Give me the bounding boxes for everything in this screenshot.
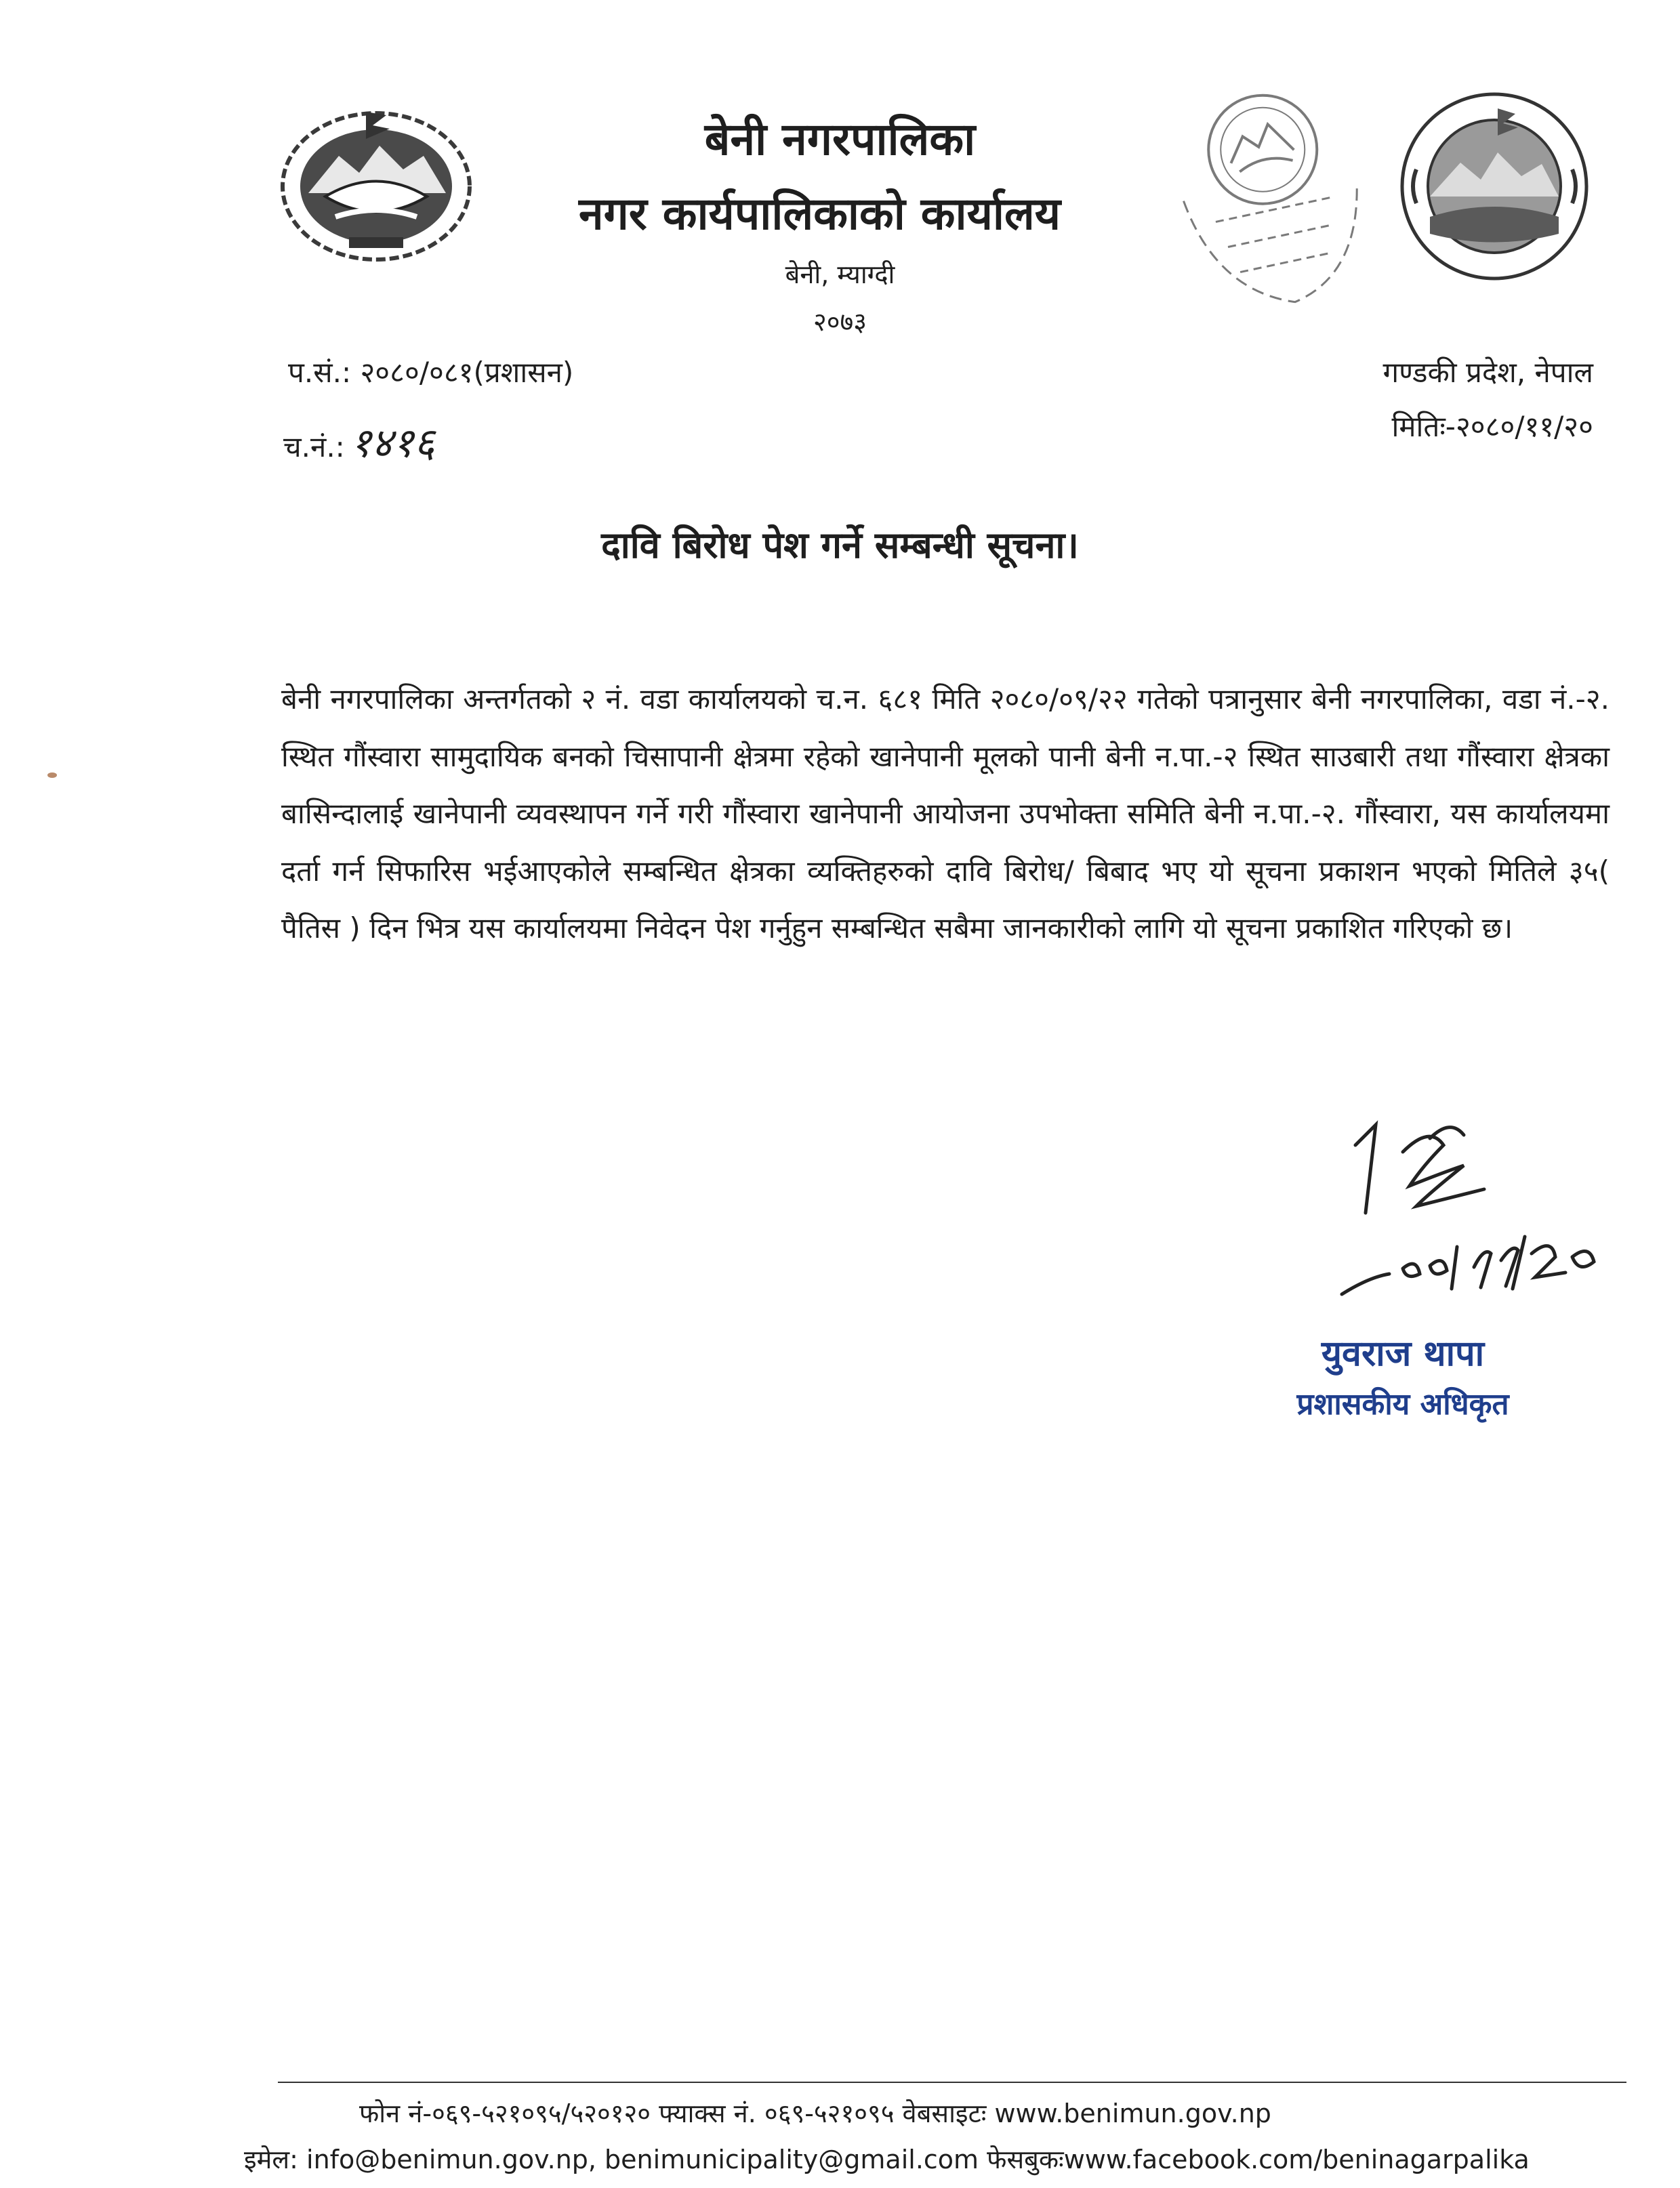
notice-subject: दावि बिरोध पेश गर्ने सम्बन्धी सूचना। [601, 524, 1079, 566]
ref-value: २०८०/०८१(प्रशासन) [360, 356, 574, 389]
footer-contact-line: फोन नं-०६९-५२१०९५/५२०१२० फ्याक्स नं. ०६९-५२१०९५ वेबसाइटः www.benimun.gov.np [359, 2099, 1271, 2128]
officer-title-stamp: प्रशासकीय अधिकृत [1296, 1387, 1509, 1422]
chalan-number [283, 413, 435, 469]
beni-municipality-logo-icon [1396, 88, 1593, 285]
date-label: मितिः- [1391, 410, 1456, 443]
province-line: गण्डकी प्रदेश, नेपाल [1382, 356, 1593, 389]
date-value: २०८०/११/२० [1455, 410, 1593, 443]
chalan-value: १४१६ [350, 419, 435, 467]
chalan-label: च.नं.: [283, 430, 345, 463]
signature-icon [1328, 1111, 1613, 1315]
scan-speck [47, 772, 57, 778]
footer-divider [278, 2082, 1626, 2083]
reference-number [288, 352, 573, 391]
office-seal-icon [1172, 75, 1369, 332]
notice-body: बेनी नगरपालिका अन्तर्गतको २ नं. वडा कार्यालयको च.न. ६८१ मिति २०८०/०९/२२ गतेको पत्रानुसार बेनी नगरपालिका, वडा नं.-२. स्थित गौंस्वारा सामुदायिक बनको चिसापानी क्षेत्रमा रहेको खानेपानी मूलको पानी बेनी न.पा.-२ स्थित साउबारी तथा गौंस्वारा क्षेत्रका बासिन्दालाई खानेपानी व्यवस्थापन गर्ने गरी गौंस्वारा खानेपानी आयोजना उपभोक्ता समिति बेनी न.पा.-२. गौंस्वारा, यस कार्यालयमा दर्ता गर्न सिफारिस भईआएकोले सम्बन्धित क्षेत्रका व्यक्तिहरुको दावि बिरोध/ बिबाद भए यो सूचना प्रकाशन भएको मितिले ३५( पैतिस ) दिन भित्र यस कार्यालयमा निवेदन पेश गर्नुहुन सम्बन्धित सबैमा जानकारीको लागि यो सूचना प्रकाशित गरिएको छ। [281, 682, 1610, 945]
date-line [1392, 407, 1593, 445]
officer-name-stamp: युवराज थापा [1321, 1334, 1485, 1374]
footer-email-line: इमेल: info@benimun.gov.np, benimunicipality@gmail.com फेसबुकःwww.facebook.com/beninagarpalika [244, 2145, 1530, 2174]
municipality-name: बेनी नगरपालिका [704, 113, 976, 165]
established-year: २०७३ [813, 307, 867, 337]
ref-label: प.सं.: [288, 356, 352, 389]
office-name: नगर कार्यपालिकाको कार्यालय [579, 188, 1061, 240]
office-location: बेनी, म्याग्दी [785, 260, 895, 289]
